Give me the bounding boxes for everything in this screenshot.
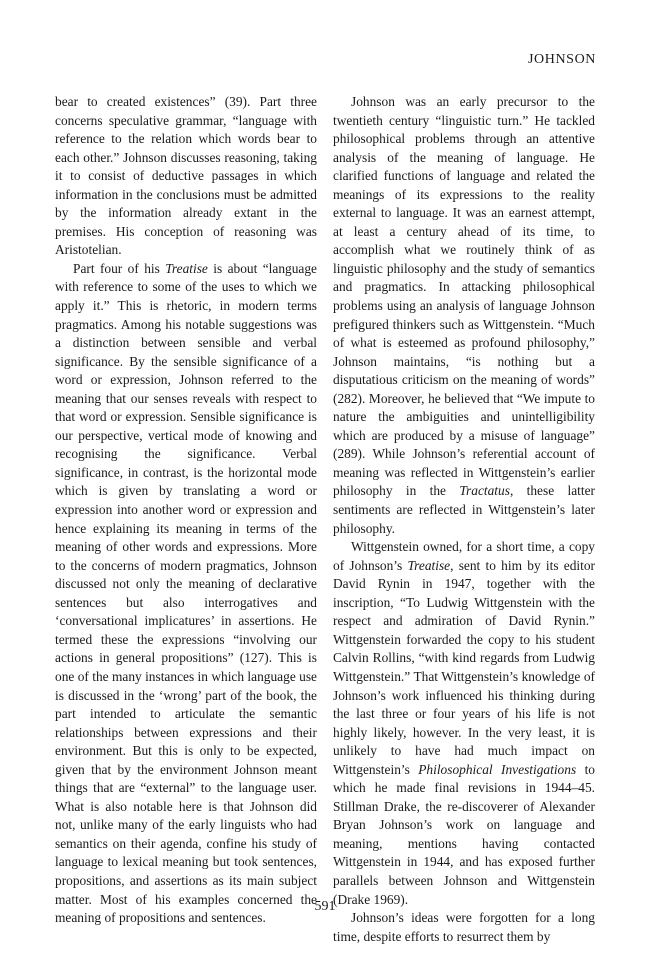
- running-head: JOHNSON: [528, 52, 596, 67]
- paragraph: [333, 538, 595, 909]
- text-run: is about “language with reference to some of the uses to which we apply it.” This is rhetoric, in modern terms pragmatics. Among his notable suggestions was a distinction between sensible and verbal significance. By the sensible significance of a word or expression, Johnson referred to the meaning that our senses reveals with respect to that word or expression. Sensible significance is our perspective, vertical mode of knowing and recognising the significance. Verbal significance, in contrast, is the horizontal mode which is given by translating a word or expression into another word or expression and hence explaining its meaning in terms of the meaning of other words and expressions. More to the concerns of modern pragmatics, Johnson discussed not only the meaning of declarative sentences but also interrogatives and ‘conversational implicatures’ in assertions. He termed these the expressions “involving our actions in general propositions” (127). This is one of the many instances in which language use is discussed in the ‘wrong’ part of the book, the part intended to articulate the semantic relationships between expressions and their environment. But this is only to be expected, given that by the environment Johnson meant things that are “external” to the language user. What is also notable here is that Johnson did not, unlike many of the early linguists who had semantics on their agenda, confine his study of language to lexical meaning but took sentences, propositions, and assertions as its main subject matter. Most of his examples concerned the meaning of propositions and sentences.: [55, 260, 317, 926]
- left-column: [55, 93, 317, 928]
- paragraph: [333, 93, 595, 538]
- text-run: to which he made final revisions in 1944–45. Stillman Drake, the re-discoverer of Alexander Bryan Johnson’s work on language and meaning, mentions having contacted Wittgenstein in 1944, and has exposed further parallels between Johnson and Wittgenstein (Drake 1969).: [333, 761, 595, 907]
- right-column: [333, 93, 595, 946]
- paragraph: [55, 260, 317, 928]
- text-run: Johnson was an early precursor to the twentieth century “linguistic turn.” He tackled philosophical problems through an attentive analysis of the meaning of language. He clarified functions of language and related the meanings of its expressions to the reality external to language. It was an earnest attempt, at least a century ahead of its time, to accomplish what we routinely think of as linguistic philosophy and the study of semantics and pragmatics. In attacking philosophical problems using an analysis of language Johnson prefigured thinkers such as Wittgenstein. “Much of what is esteemed as profound philosophy,” Johnson maintains, “is nothing but a disputatious criticism on the meaning of words” (282). Moreover, he believed that “We impute to nature the ambiguities and unintelligibility which are produced by a misuse of language” (289). While Johnson’s referential account of meaning was reflected in Wittgenstein’s earlier philosophy in the: [333, 94, 595, 499]
- text-run: , these latter sentiments are reflected in Wittgenstein’s later philosophy.: [333, 483, 595, 536]
- paragraph: bear to created existences” (39). Part three concerns speculative grammar, “language with reference to the relation which words bear to each other.” Johnson discusses reasoning, taking it to consist of deductive passages in which information in the conclusions must be admitted by the information already extant in the premises. His conception of reasoning was Aristotelian.: [55, 94, 317, 258]
- book-title: Treatise: [407, 557, 451, 573]
- text-run: , sent to him by its editor David Rynin in 1947, together with the inscription, “To Ludwig Wittgenstein with the respect and admiration of David Rynin.” Wittgenstein forwarded the copy to his student Calvin Rollins, “with kind regards from Ludwig Wittgenstein.” That Wittgenstein’s knowledge of Johnson’s work influenced his thinking during the last three or four years of his life is not highly likely, however. In the very least, it is unlikely to have had much impact on Wittgenstein’s: [333, 557, 595, 777]
- book-title: Treatise: [165, 260, 208, 276]
- text-run: Wittgenstein owned, for a short time, a copy of Johnson’s: [333, 539, 595, 573]
- page-number: 591: [314, 899, 336, 914]
- book-title: Philosophical Investigations: [418, 761, 577, 777]
- text-run: Part four of his: [73, 260, 166, 276]
- paragraph: Johnson’s ideas were forgotten for a long time, despite efforts to resurrect them by: [333, 910, 595, 944]
- book-title: Tractatus: [459, 483, 510, 499]
